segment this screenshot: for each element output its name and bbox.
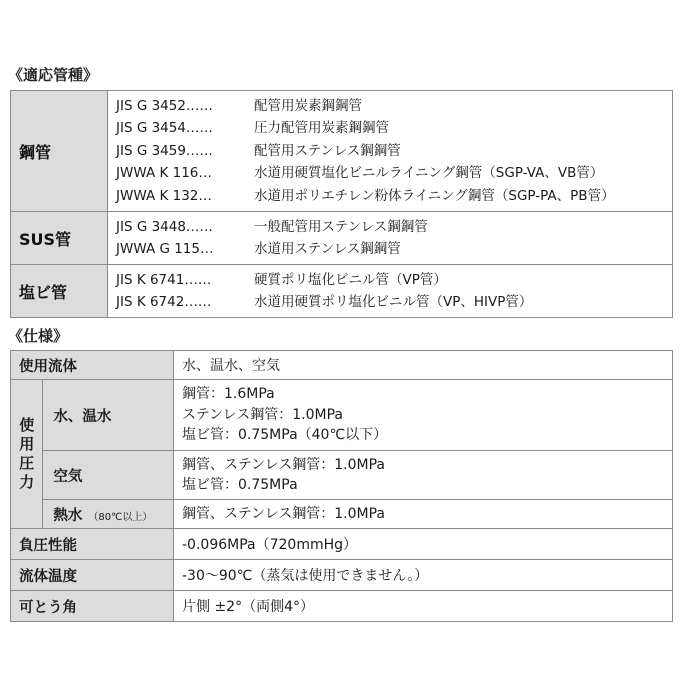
pressure-label-char: 使	[19, 416, 35, 434]
value-line: 鋼管、ステンレス鋼管：1.0MPa	[182, 505, 385, 522]
standard-desc: 配管用炭素鋼鋼管	[254, 97, 362, 114]
standard-desc: 圧力配管用炭素鋼鋼管	[254, 120, 389, 137]
value-line: 鋼管、ステンレス鋼管：1.0MPa	[182, 456, 385, 473]
spec-row-negative	[11, 529, 673, 560]
spec-value-temp: -30～90℃（蒸気は使用できません。）	[174, 560, 673, 591]
spec-table	[10, 350, 673, 622]
spec-label-negative: 負圧性能	[11, 529, 174, 560]
spec-sublabel-hot	[43, 500, 174, 529]
standards-steel	[108, 91, 673, 212]
standards-pvc	[108, 265, 673, 318]
spec-value-angle: 片側 ±2°（両側4°）	[174, 591, 673, 622]
spec-label-fluid: 使用流体	[11, 351, 174, 380]
value-line: 塩ビ管：0.75MPa（40℃以下）	[182, 427, 388, 444]
spec-sublabel-water: 水、温水	[43, 380, 174, 451]
standard-code: JWWA K 116…	[116, 165, 212, 182]
hot-note: （80℃以上）	[88, 511, 153, 523]
value-line: 鋼管：1.6MPa	[182, 386, 275, 403]
standard-line	[116, 291, 672, 313]
standard-line	[116, 162, 672, 184]
standard-desc: 水道用ステンレス鋼鋼管	[254, 241, 401, 257]
spec-row-temp	[11, 560, 673, 591]
pipe-group-sus	[11, 212, 673, 265]
standard-code: JIS K 6742……	[116, 294, 212, 310]
pipe-group-pvc	[11, 265, 673, 318]
category-sus: SUS管	[11, 212, 108, 265]
standard-code: JIS G 3448……	[116, 218, 213, 235]
spec-label-pressure	[11, 380, 43, 529]
pressure-label-char: 力	[19, 473, 35, 491]
standard-line	[116, 269, 672, 291]
spec-section-title: 《仕様》	[8, 327, 69, 345]
spec-value-hot	[174, 500, 673, 529]
standard-desc: 水道用硬質ポリ塩化ビニル管（VP、HIVP管）	[254, 294, 533, 310]
spec-label-angle: 可とう角	[11, 591, 174, 622]
spec-value-fluid: 水、温水、空気	[174, 351, 673, 380]
standard-desc: 水道用ポリエチレン粉体ライニング鋼管（SGP-PA、PB管）	[254, 187, 615, 204]
hot-label: 熱水	[53, 507, 83, 524]
pipes-section-title: 《適応管種》	[8, 66, 99, 84]
pressure-label-char: 圧	[19, 454, 35, 472]
spec-row-pressure-air	[11, 451, 673, 500]
spec-sublabel-air: 空気	[43, 451, 174, 500]
standard-desc: 配管用ステンレス鋼鋼管	[254, 142, 401, 159]
standards-sus	[108, 212, 673, 265]
standard-code: JWWA K 132…	[116, 187, 212, 204]
spec-value-negative: -0.096MPa（720mmHg）	[174, 529, 673, 560]
spec-row-pressure-water	[11, 380, 673, 451]
standard-code: JWWA G 115…	[116, 241, 214, 257]
spec-row-pressure-hot	[11, 500, 673, 529]
standard-code: JIS G 3452……	[116, 97, 213, 114]
standard-code: JIS G 3454……	[116, 120, 213, 137]
pipe-group-steel	[11, 91, 673, 212]
standard-desc: 硬質ポリ塩化ビニル管（VP管）	[254, 271, 447, 288]
standard-line	[116, 216, 672, 238]
category-steel: 鋼管	[11, 91, 108, 212]
standard-line	[116, 238, 672, 260]
value-line: ステンレス鋼管：1.0MPa	[182, 406, 343, 423]
standard-line	[116, 185, 672, 207]
value-line: 塩ビ管：0.75MPa	[182, 477, 298, 493]
spec-row-fluid	[11, 351, 673, 380]
pipe-types-table	[10, 90, 673, 318]
spec-value-air	[174, 451, 673, 500]
standard-code: JIS G 3459……	[116, 142, 213, 159]
standard-line	[116, 117, 672, 139]
standard-line	[116, 95, 672, 117]
standard-code: JIS K 6741……	[116, 271, 212, 288]
spec-row-angle	[11, 591, 673, 622]
spec-value-water	[174, 380, 673, 451]
standard-desc: 水道用硬質塩化ビニルライニング鋼管（SGP-VA、VB管）	[254, 165, 604, 182]
standard-line	[116, 140, 672, 162]
spec-label-temp: 流体温度	[11, 560, 174, 591]
standard-desc: 一般配管用ステンレス鋼鋼管	[254, 218, 428, 235]
category-pvc: 塩ビ管	[11, 265, 108, 318]
pressure-label-char: 用	[19, 435, 35, 453]
